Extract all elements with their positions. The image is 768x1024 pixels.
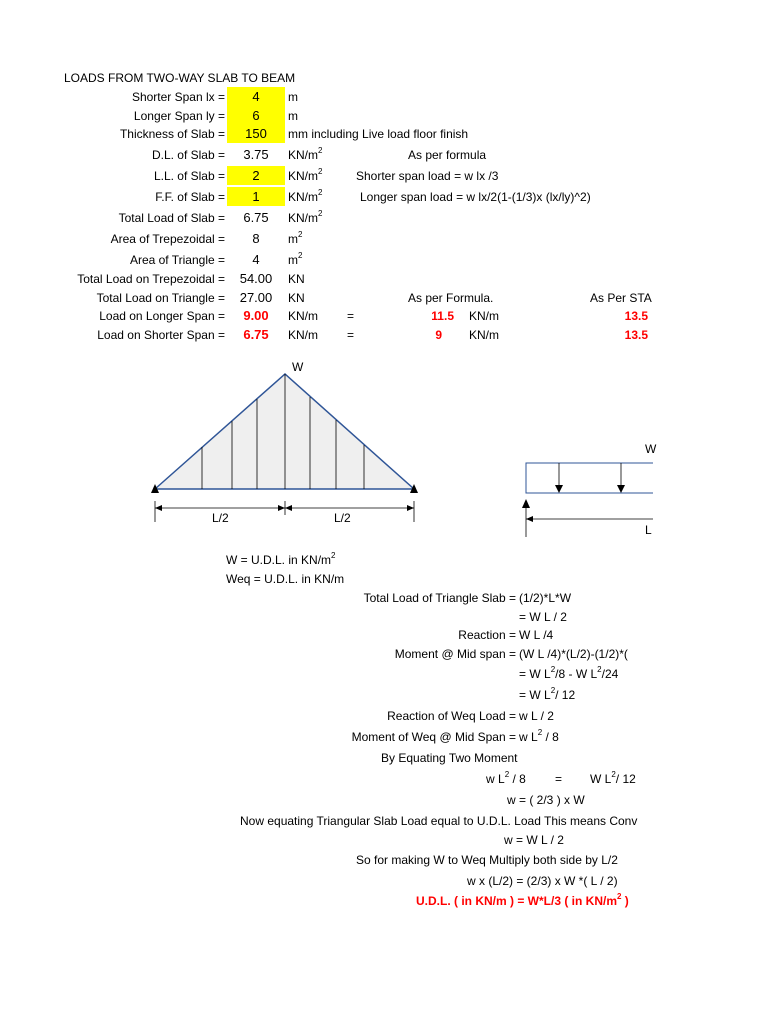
row-label: Thickness of Slab = [119,127,225,141]
row-value-cell[interactable]: 6.75 [243,210,269,225]
row-unit: KN [288,291,305,305]
definition-w: W = U.D.L. in $KN/m^2$ [226,551,336,567]
row-unit: $KN/m^2$ [288,167,323,183]
note-as-per-sta: As Per STA [590,291,652,305]
row-value-cell[interactable]: 9.00 [243,308,269,323]
moment-step: = W $L^2/8$ - W $L^2/24$ [519,665,619,681]
triangle-load-simplified: = W L / 2 [519,610,567,624]
weq-reaction-label: Reaction of Weq Load = [387,709,516,723]
note-shorter-formula: Shorter span load = w lx /3 [356,169,499,183]
diagram-half-label-1: L/2 [212,511,229,525]
triangle-load-label: Total Load of Triangle Slab = [363,591,516,605]
row-value-cell[interactable]: 54.00 [239,271,273,286]
formula-longer-value: 11.5 [431,309,454,323]
equating-sentence: Now equating Triangular Slab Load equal to U.D.L. Load This means Conv [240,814,638,828]
moment-value: (W L /4)*(L/2)-(1/2)*( [519,647,628,661]
row-value-cell[interactable]: 6.75 [243,327,269,342]
row-value-cell[interactable]: 27.00 [239,290,273,305]
moment-label: Moment @ Mid span = [394,647,516,661]
row-value-cell[interactable]: 6 [227,106,285,125]
reaction-label: Reaction = [458,628,516,642]
row-value-cell[interactable]: 2 [227,166,285,185]
w-result: w = ( 2/3 ) x W [507,793,585,807]
row-label: Area of Trepezoidal = [110,232,225,246]
row-unit: $m^2$ [288,230,303,246]
equating-heading: By Equating Two Moment [381,751,518,765]
note-as-per-formula: As per formula [408,148,487,162]
multiply-equation: w x (L/2) = (2/3) x W *( L / 2) [467,874,618,888]
row-unit: $KN/m^2$ [288,209,323,225]
triangle-load-value: (1/2)*L*W [519,591,572,605]
moment-result: = W $L^2/$ 12 [519,686,576,702]
row-value-cell[interactable]: 150 [227,124,285,143]
row-value-cell[interactable]: 8 [252,231,260,246]
udl-w-label: W [645,442,657,456]
equating-sign: = [555,772,563,786]
equating-right: W $L^2/$ 12 [590,770,636,786]
weq-reaction-value: w L / 2 [519,709,554,723]
udl-result-formula: U.D.L. ( in KN/m ) = W*L/3 ( in $KN/m^2$ ) [416,892,629,908]
row-unit: $m^2$ [288,251,303,267]
row-unit: m [288,109,298,123]
row-unit: m [288,90,298,104]
equating-left: w $L^2 / 8$ [486,770,526,786]
formula-shorter-value: 9 [435,328,442,342]
diagram-half-label-2: L/2 [334,511,351,525]
reaction-value: W L /4 [519,628,554,642]
row-label: Total Load on Triangle = [96,291,225,305]
row-unit: $KN/m^2$ [288,146,323,162]
definition-weq: Weq = U.D.L. in KN/m [226,572,345,586]
row-value-cell[interactable]: 1 [227,187,285,206]
formula-unit-1: KN/m [469,309,499,323]
note-as-per-formula2: As per Formula. [408,291,494,305]
formula-unit-2: KN/m [469,328,499,342]
weq-moment-label: Moment of Weq @ Mid Span = [351,730,516,744]
diagram-w-label: W [292,360,304,374]
udl-beam-diagram [518,455,653,540]
row-unit: $KN/m^2$ [288,188,323,204]
row-unit: mm including Live load floor finish [288,127,469,141]
row-value-cell[interactable]: 4 [227,87,285,106]
row-label: F.F. of Slab = [155,190,225,204]
row-label: Load on Shorter Span = [97,328,225,342]
multiply-sentence: So for making W to Weq Multiply both side by L/2 [356,853,618,867]
row-label: Shorter Span lx = [131,90,225,104]
udl-l-label: L [645,523,652,537]
row-label: L.L. of Slab = [153,169,225,183]
triangle-load-diagram [140,355,430,525]
row-label: Total Load on Trepezoidal = [77,272,225,286]
row-label: Longer Span ly = [133,109,225,123]
row-label: Total Load of Slab = [118,211,225,225]
row-label: D.L. of Slab = [151,148,225,162]
row-unit: KN [288,272,305,286]
sheet-title: LOADS FROM TWO-WAY SLAB TO BEAM [64,71,296,85]
sta-shorter-value: 13.5 [624,328,648,342]
w-equals: w = W L / 2 [504,833,564,847]
row-unit: KN/m [288,328,318,342]
weq-moment-value: w $L^2 / 8$ [519,728,559,744]
row-value-cell[interactable]: 3.75 [243,147,269,162]
note-longer-formula: Longer span load = w lx/2(1-(1/3)x (lx/ly)^2) [360,190,591,204]
row-unit: KN/m [288,309,318,323]
row-label: Area of Triangle = [129,253,225,267]
sta-longer-value: 13.5 [624,309,648,323]
equals-sign-2: = [347,328,355,342]
equals-sign-1: = [347,309,355,323]
row-label: Load on Longer Span = [99,309,225,323]
row-value-cell[interactable]: 4 [252,252,260,267]
